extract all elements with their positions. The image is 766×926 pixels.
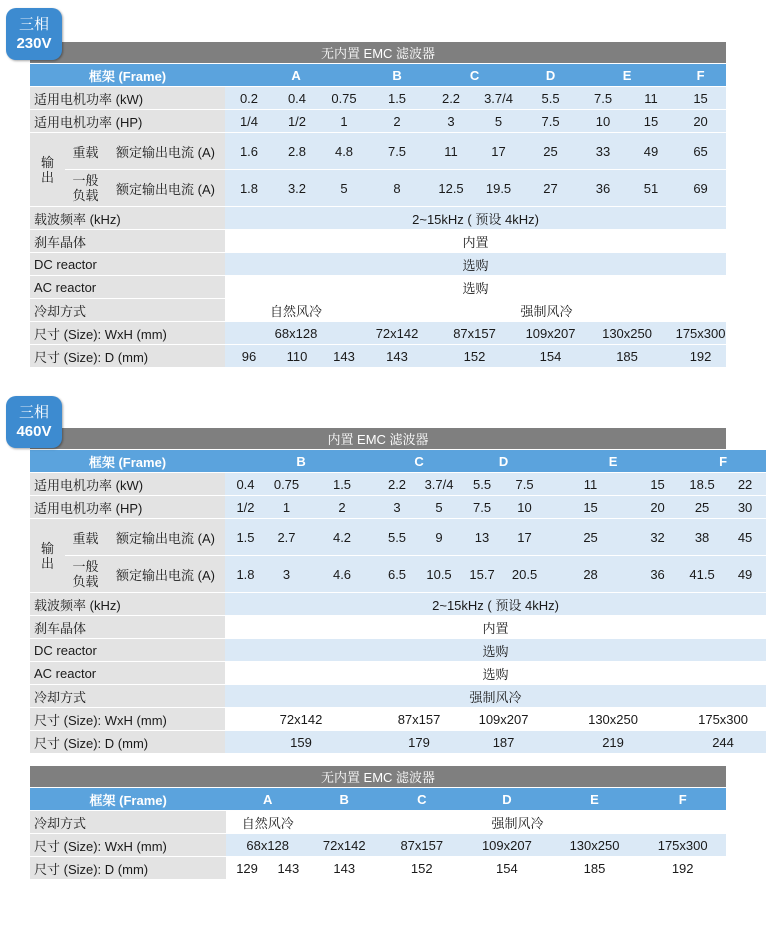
cooling-natural: 自然风冷 <box>225 299 367 321</box>
cell: 175x300 <box>680 708 766 730</box>
frame-a: A <box>225 64 367 86</box>
cooling-row <box>30 299 726 321</box>
cell: 143 <box>268 857 309 879</box>
rated-current-label: 额定输出电流 (A) <box>106 133 225 169</box>
cell: 69 <box>675 170 726 206</box>
cell: 4.8 <box>321 133 367 169</box>
cell: 10 <box>503 496 546 518</box>
cell: 5.5 <box>461 473 503 495</box>
badge-phase: 三相 <box>18 404 49 421</box>
cell: 12.5 <box>427 170 475 206</box>
size-wh-row <box>30 322 726 344</box>
cell: 8 <box>367 170 427 206</box>
cell: 22 <box>724 473 766 495</box>
brake-value: 内置 <box>225 616 766 638</box>
brake-row <box>30 616 766 638</box>
dc-label: DC reactor <box>30 639 225 661</box>
light-label: 一般负载 <box>65 556 106 592</box>
cell: 130x250 <box>579 322 675 344</box>
cell: 72x142 <box>225 708 377 730</box>
cell: 2.2 <box>377 473 417 495</box>
cell: 1.5 <box>367 87 427 109</box>
cell: 9 <box>417 519 461 555</box>
section-bar-460v-emc: 内置 EMC 滤波器 <box>30 428 726 449</box>
power-kw-row <box>30 473 766 495</box>
cell: 68x128 <box>226 834 309 856</box>
dc-reactor-row <box>30 639 766 661</box>
cell: 3 <box>377 496 417 518</box>
ac-reactor-row <box>30 276 726 298</box>
spec-table-460v <box>30 449 766 754</box>
cell: 2.8 <box>273 133 321 169</box>
cell: 38 <box>680 519 724 555</box>
cell: 51 <box>627 170 675 206</box>
cell: 185 <box>579 345 675 367</box>
power-kw-label: 适用电机功率 (kW) <box>30 87 225 109</box>
cell: 6.5 <box>377 556 417 592</box>
cell: 0.2 <box>225 87 273 109</box>
cell: 15.7 <box>461 556 503 592</box>
cell: 15 <box>627 110 675 132</box>
cell: 1.6 <box>225 133 273 169</box>
carrier-row <box>30 593 766 615</box>
cell: 5 <box>417 496 461 518</box>
cell: 109x207 <box>464 834 550 856</box>
cell: 3 <box>427 110 475 132</box>
cell: 1.5 <box>225 519 266 555</box>
size-d-row <box>30 345 726 367</box>
frame-d: D <box>461 450 546 472</box>
cell: 25 <box>546 519 635 555</box>
cell: 0.4 <box>225 473 266 495</box>
cell: 17 <box>475 133 522 169</box>
cooling-row <box>30 685 766 707</box>
cooling-row <box>30 811 726 833</box>
cell: 25 <box>680 496 724 518</box>
cell: 10 <box>579 110 627 132</box>
ac-label: AC reactor <box>30 276 225 298</box>
cell: 20.5 <box>503 556 546 592</box>
cell: 1 <box>266 496 307 518</box>
cell: 10.5 <box>417 556 461 592</box>
brake-label: 刹车晶体 <box>30 616 225 638</box>
frame-b: B <box>225 450 377 472</box>
dc-label: DC reactor <box>30 253 225 275</box>
size-wh-label: 尺寸 (Size): WxH (mm) <box>30 834 226 856</box>
size-wh-label: 尺寸 (Size): WxH (mm) <box>30 322 225 344</box>
cell: 143 <box>367 345 427 367</box>
dc-value: 选购 <box>225 253 726 275</box>
brake-value: 内置 <box>225 230 726 252</box>
frame-f: F <box>639 788 726 810</box>
cell: 11 <box>427 133 475 169</box>
cell: 15 <box>635 473 680 495</box>
cell: 7.5 <box>461 496 503 518</box>
frame-row <box>30 64 726 86</box>
carrier-value: 2~15kHz ( 预设 4kHz) <box>225 593 766 615</box>
cooling-forced: 强制风冷 <box>309 811 726 833</box>
cell: 2 <box>367 110 427 132</box>
badge-voltage: 460V <box>16 423 52 440</box>
cell: 87x157 <box>379 834 464 856</box>
cell: 5.5 <box>522 87 579 109</box>
frame-b: B <box>367 64 427 86</box>
dc-value: 选购 <box>225 639 766 661</box>
cell: 68x128 <box>225 322 367 344</box>
carrier-label: 载波频率 (kHz) <box>30 207 225 229</box>
cell: 7.5 <box>367 133 427 169</box>
frame-c: C <box>379 788 464 810</box>
cooling-natural: 自然风冷 <box>226 811 309 833</box>
ac-label: AC reactor <box>30 662 225 684</box>
cell: 159 <box>225 731 377 753</box>
cell: 19.5 <box>475 170 522 206</box>
cell: 154 <box>464 857 550 879</box>
cell: 1 <box>321 110 367 132</box>
cell: 2 <box>307 496 377 518</box>
heavy-label: 重载 <box>65 519 106 555</box>
brake-row <box>30 230 726 252</box>
cell: 5 <box>321 170 367 206</box>
carrier-row <box>30 207 726 229</box>
cell: 3.2 <box>273 170 321 206</box>
power-kw-label: 适用电机功率 (kW) <box>30 473 225 495</box>
cell: 30 <box>724 496 766 518</box>
section-bar-230v-no-emc: 无内置 EMC 滤波器 <box>30 42 726 63</box>
cell: 1/2 <box>273 110 321 132</box>
size-d-label: 尺寸 (Size): D (mm) <box>30 857 226 879</box>
frame-d: D <box>522 64 579 86</box>
cell: 7.5 <box>579 87 627 109</box>
cell: 11 <box>627 87 675 109</box>
size-d-row <box>30 857 726 879</box>
cell: 4.2 <box>307 519 377 555</box>
size-d-row <box>30 731 766 753</box>
section-bar-460v-no-emc: 无内置 EMC 滤波器 <box>30 766 726 787</box>
cell: 175x300 <box>639 834 726 856</box>
cell: 109x207 <box>461 708 546 730</box>
cell: 41.5 <box>680 556 724 592</box>
frame-a: A <box>226 788 309 810</box>
cell: 20 <box>635 496 680 518</box>
cell: 109x207 <box>522 322 579 344</box>
badge-phase: 三相 <box>18 16 49 33</box>
cell: 45 <box>724 519 766 555</box>
cell: 4.6 <box>307 556 377 592</box>
cooling-label: 冷却方式 <box>30 685 225 707</box>
frame-row <box>30 450 766 472</box>
cell: 143 <box>309 857 380 879</box>
cell: 7.5 <box>503 473 546 495</box>
cell: 3 <box>266 556 307 592</box>
size-wh-row <box>30 708 766 730</box>
cell: 1.8 <box>225 556 266 592</box>
cell: 143 <box>321 345 367 367</box>
heavy-label: 重载 <box>65 133 106 169</box>
cell: 49 <box>724 556 766 592</box>
heavy-duty-row <box>30 133 726 169</box>
cell: 72x142 <box>309 834 380 856</box>
power-kw-row <box>30 87 726 109</box>
cell: 15 <box>675 87 726 109</box>
cell: 130x250 <box>546 708 680 730</box>
cell: 219 <box>546 731 680 753</box>
power-hp-label: 适用电机功率 (HP) <box>30 110 225 132</box>
cell: 20 <box>675 110 726 132</box>
badge-voltage: 230V <box>16 35 52 52</box>
cell: 87x157 <box>377 708 461 730</box>
frame-f: F <box>680 450 766 472</box>
power-hp-row <box>30 110 726 132</box>
frame-e: E <box>550 788 640 810</box>
frame-label: 框架 (Frame) <box>30 450 225 472</box>
cell: 7.5 <box>522 110 579 132</box>
output-label: 输出 <box>30 519 65 592</box>
frame-f: F <box>675 64 726 86</box>
dc-reactor-row <box>30 253 726 275</box>
cooling-forced: 强制风冷 <box>225 685 766 707</box>
cell: 96 <box>225 345 273 367</box>
cell: 72x142 <box>367 322 427 344</box>
output-label: 输出 <box>30 133 65 206</box>
cell: 152 <box>379 857 464 879</box>
cell: 179 <box>377 731 461 753</box>
rated-current-label: 额定输出电流 (A) <box>106 519 225 555</box>
frame-label: 框架 (Frame) <box>30 64 225 86</box>
frame-c: C <box>427 64 522 86</box>
power-hp-row <box>30 496 766 518</box>
size-d-label: 尺寸 (Size): D (mm) <box>30 345 225 367</box>
cell: 0.75 <box>321 87 367 109</box>
badge-460v <box>6 396 62 448</box>
cell: 244 <box>680 731 766 753</box>
cooling-forced: 强制风冷 <box>367 299 726 321</box>
size-wh-row <box>30 834 726 856</box>
cooling-label: 冷却方式 <box>30 299 225 321</box>
cell: 192 <box>675 345 726 367</box>
cooling-label: 冷却方式 <box>30 811 226 833</box>
cell: 0.4 <box>273 87 321 109</box>
cell: 154 <box>522 345 579 367</box>
carrier-value: 2~15kHz ( 预设 4kHz) <box>225 207 726 229</box>
cell: 5.5 <box>377 519 417 555</box>
cell: 3.7/4 <box>417 473 461 495</box>
cell: 18.5 <box>680 473 724 495</box>
cell: 152 <box>427 345 522 367</box>
frame-row <box>30 788 726 810</box>
cell: 1.8 <box>225 170 273 206</box>
spec-table-460v-no-emc <box>30 787 726 880</box>
cell: 25 <box>522 133 579 169</box>
cell: 0.75 <box>266 473 307 495</box>
spec-table-230v <box>30 63 726 368</box>
cell: 2.7 <box>266 519 307 555</box>
frame-label: 框架 (Frame) <box>30 788 226 810</box>
heavy-duty-row <box>30 519 766 555</box>
brake-label: 刹车晶体 <box>30 230 225 252</box>
cell: 28 <box>546 556 635 592</box>
cell: 2.2 <box>427 87 475 109</box>
cell: 87x157 <box>427 322 522 344</box>
cell: 11 <box>546 473 635 495</box>
light-duty-row <box>30 170 726 206</box>
ac-reactor-row <box>30 662 766 684</box>
light-label: 一般负载 <box>65 170 106 206</box>
rated-current-label: 额定输出电流 (A) <box>106 556 225 592</box>
ac-value: 选购 <box>225 662 766 684</box>
power-hp-label: 适用电机功率 (HP) <box>30 496 225 518</box>
frame-e: E <box>546 450 680 472</box>
cell: 175x300 <box>675 322 726 344</box>
cell: 3.7/4 <box>475 87 522 109</box>
size-wh-label: 尺寸 (Size): WxH (mm) <box>30 708 225 730</box>
frame-b: B <box>309 788 380 810</box>
carrier-label: 载波频率 (kHz) <box>30 593 225 615</box>
light-duty-row <box>30 556 766 592</box>
cell: 49 <box>627 133 675 169</box>
cell: 129 <box>226 857 267 879</box>
cell: 110 <box>273 345 321 367</box>
cell: 27 <box>522 170 579 206</box>
cell: 192 <box>639 857 726 879</box>
badge-230v <box>6 8 62 60</box>
cell: 65 <box>675 133 726 169</box>
rated-current-label: 额定输出电流 (A) <box>106 170 225 206</box>
cell: 130x250 <box>550 834 640 856</box>
cell: 187 <box>461 731 546 753</box>
cell: 15 <box>546 496 635 518</box>
cell: 33 <box>579 133 627 169</box>
frame-e: E <box>579 64 675 86</box>
cell: 5 <box>475 110 522 132</box>
frame-d: D <box>464 788 550 810</box>
size-d-label: 尺寸 (Size): D (mm) <box>30 731 225 753</box>
cell: 13 <box>461 519 503 555</box>
cell: 1.5 <box>307 473 377 495</box>
cell: 1/4 <box>225 110 273 132</box>
cell: 1/2 <box>225 496 266 518</box>
frame-c: C <box>377 450 461 472</box>
cell: 32 <box>635 519 680 555</box>
cell: 17 <box>503 519 546 555</box>
cell: 36 <box>579 170 627 206</box>
cell: 185 <box>550 857 640 879</box>
cell: 36 <box>635 556 680 592</box>
ac-value: 选购 <box>225 276 726 298</box>
